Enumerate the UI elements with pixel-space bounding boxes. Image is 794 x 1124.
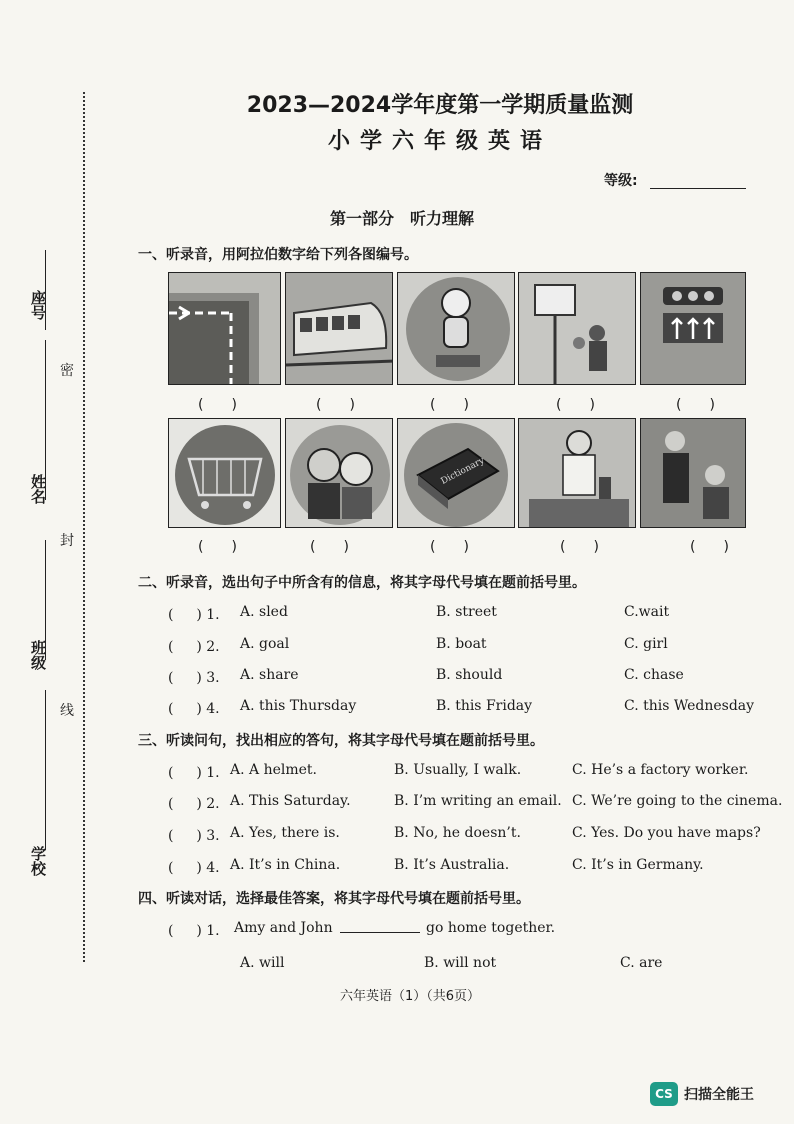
- option-b: B. I’m writing an email.: [394, 793, 562, 809]
- question-number[interactable]: ( ) 2.: [168, 639, 220, 655]
- exam-subtitle: 小学六年级英语: [327, 129, 552, 154]
- option-c: C. We’re going to the cinema.: [572, 793, 783, 809]
- option-a: A. It’s in China.: [230, 857, 341, 873]
- section1-heading: 一、听录音，用阿拉伯数字给下列各图编号。: [138, 247, 418, 263]
- school-blank: [45, 690, 46, 850]
- workers-icon: [641, 419, 746, 528]
- question-number[interactable]: ( ) 1.: [168, 765, 220, 781]
- option-c: C. chase: [624, 667, 684, 683]
- question-number[interactable]: ( ) 3.: [168, 670, 220, 686]
- question-stem-start: Amy and John: [234, 920, 333, 936]
- seat-blank: [45, 250, 46, 330]
- picture-dictionary: [397, 418, 515, 528]
- grandparents-icon: [286, 419, 393, 528]
- answer-paren[interactable]: ( ): [316, 397, 355, 413]
- option-b: B. No, he doesn’t.: [394, 825, 521, 841]
- picture-grandparents: [285, 418, 393, 528]
- picture-train: [285, 272, 393, 385]
- answer-paren[interactable]: ( ): [556, 397, 595, 413]
- dotted-cut-line: [83, 92, 85, 962]
- class-label: 班级: [29, 640, 47, 670]
- seal-feng: 封: [60, 533, 74, 549]
- basketball-icon: [519, 273, 636, 385]
- section3-heading: 三、听读问句，找出相应的答句，将其字母代号填在题前括号里。: [138, 733, 544, 749]
- option-b: B. It’s Australia.: [394, 857, 510, 873]
- option-c: C. It’s in Germany.: [572, 857, 704, 873]
- seat-label: 座号: [29, 290, 47, 320]
- answer-paren[interactable]: ( ): [676, 397, 715, 413]
- robot-icon: [398, 273, 515, 385]
- book-title: Dictionary: [439, 455, 487, 487]
- option-b: B. this Friday: [436, 698, 533, 714]
- answer-paren[interactable]: ( ): [430, 397, 469, 413]
- picture-scientist: [518, 418, 636, 528]
- option-a: A. sled: [240, 604, 288, 620]
- question-number[interactable]: ( ) 1.: [168, 607, 220, 623]
- option-c: C. are: [620, 955, 663, 971]
- question-stem-end: go home together.: [426, 920, 556, 936]
- question-number[interactable]: ( ) 2.: [168, 796, 220, 812]
- road-turn-icon: [169, 273, 281, 385]
- grade-label: 等级:: [604, 173, 638, 189]
- option-a: A. this Thursday: [240, 698, 357, 714]
- shopping-cart-icon: [169, 419, 281, 528]
- picture-basketball: [518, 272, 636, 385]
- seal-mi: 密: [60, 363, 74, 379]
- name-blank: [45, 340, 46, 500]
- option-b: B. will not: [424, 955, 497, 971]
- picture-traffic-sign: [640, 272, 746, 385]
- picture-cart: [168, 418, 281, 528]
- option-a: A. goal: [240, 636, 290, 652]
- option-a: A. share: [240, 667, 299, 683]
- traffic-light-icon: [641, 273, 746, 385]
- option-a: A. A helmet.: [230, 762, 317, 778]
- picture-road-turn: [168, 272, 281, 385]
- option-b: B. boat: [436, 636, 487, 652]
- binding-strip: [0, 0, 100, 1124]
- answer-paren[interactable]: ( ): [198, 539, 237, 555]
- camscanner-logo-icon: CS: [650, 1082, 678, 1106]
- section4-heading: 四、听读对话，选择最佳答案，将其字母代号填在题前括号里。: [138, 891, 530, 907]
- answer-blank[interactable]: [340, 932, 420, 933]
- answer-paren[interactable]: ( ): [310, 539, 349, 555]
- question-number[interactable]: ( ) 4.: [168, 860, 220, 876]
- option-c: C.wait: [624, 604, 670, 620]
- exam-title: 2023—2024学年度第一学期质量监测: [246, 93, 634, 118]
- seal-xian: 线: [60, 703, 74, 719]
- option-a: A. This Saturday.: [230, 793, 351, 809]
- question-number[interactable]: ( ) 3.: [168, 828, 220, 844]
- option-b: B. street: [436, 604, 497, 620]
- grade-blank[interactable]: [650, 188, 746, 189]
- picture-robot: [397, 272, 515, 385]
- option-a: A. will: [240, 955, 285, 971]
- section2-heading: 二、听录音，选出句子中所含有的信息，将其字母代号填在题前括号里。: [138, 575, 586, 591]
- part-title: 第一部分 听力理解: [330, 209, 475, 228]
- option-c: C. Yes. Do you have maps?: [572, 825, 761, 841]
- school-label: 学校: [29, 846, 47, 876]
- answer-paren[interactable]: ( ): [198, 397, 237, 413]
- answer-paren[interactable]: ( ): [560, 539, 599, 555]
- answer-paren[interactable]: ( ): [430, 539, 469, 555]
- scientist-icon: [519, 419, 636, 528]
- picture-workers: [640, 418, 746, 528]
- option-c: C. this Wednesday: [624, 698, 755, 714]
- page-footer: 六年英语（1）（共6页）: [340, 989, 481, 1004]
- answer-paren[interactable]: ( ): [690, 539, 729, 555]
- watermark-text: 扫描全能王: [684, 1087, 754, 1103]
- name-label: 姓名: [29, 474, 47, 504]
- question-number[interactable]: ( ) 1.: [168, 923, 220, 939]
- option-b: B. should: [436, 667, 503, 683]
- option-c: C. He’s a factory worker.: [572, 762, 749, 778]
- option-a: A. Yes, there is.: [230, 825, 340, 841]
- option-b: B. Usually, I walk.: [394, 762, 522, 778]
- question-number[interactable]: ( ) 4.: [168, 701, 220, 717]
- option-c: C. girl: [624, 636, 668, 652]
- book-icon: [398, 419, 515, 528]
- train-icon: [286, 273, 393, 385]
- scanner-watermark: [650, 1082, 754, 1106]
- class-blank: [45, 540, 46, 660]
